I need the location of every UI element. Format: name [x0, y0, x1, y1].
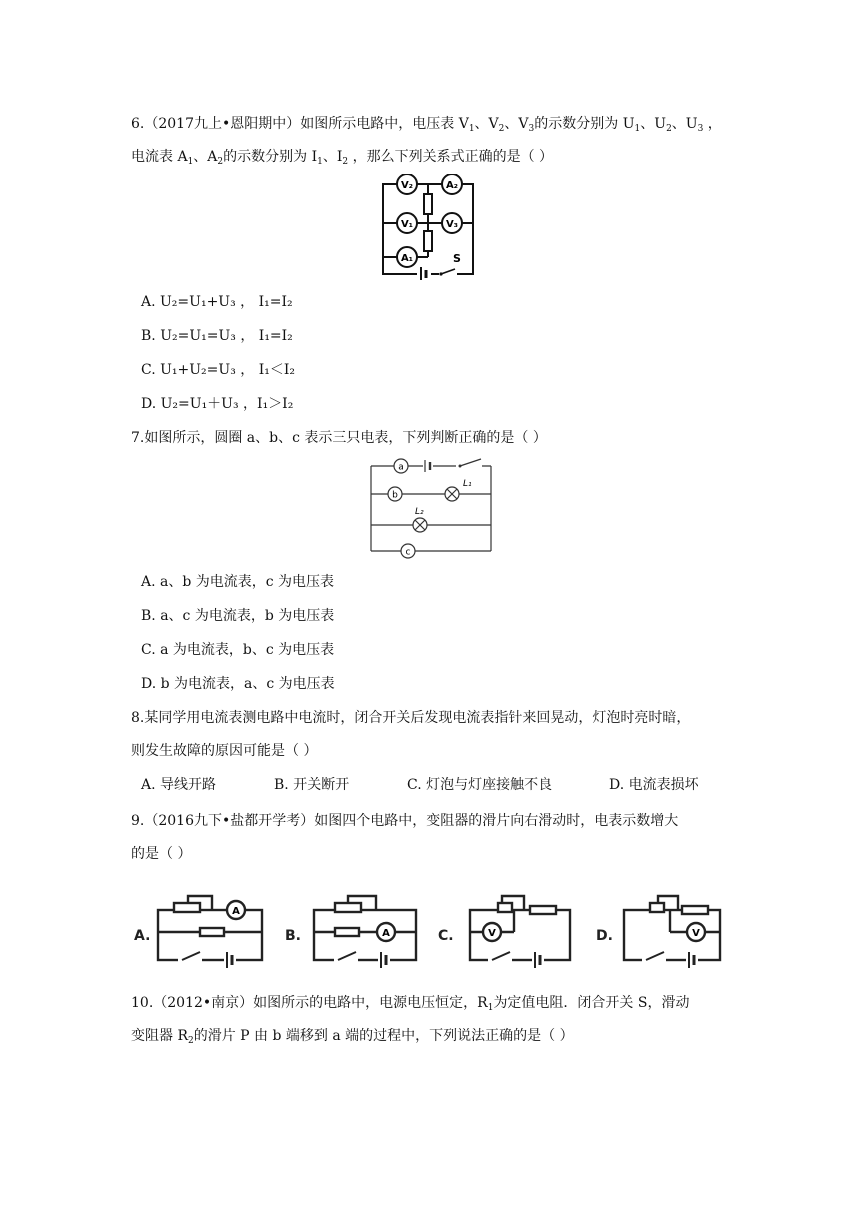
- meter-label: V: [488, 928, 496, 939]
- q10-text: 为定值电阻．闭合开关 S，滑动: [493, 995, 690, 1011]
- lamp-l1-icon: [445, 479, 472, 501]
- meter-label: V₁: [400, 219, 414, 230]
- q10-text: 的滑片 P 由 b 端移到 a 端的过程中，下列说法正确的是（ ）: [193, 1028, 574, 1044]
- meter-c-icon: [401, 544, 415, 558]
- q6-stem-line2: [131, 147, 553, 167]
- q6-text: 的示数分别为 U: [534, 116, 635, 132]
- q6-text: 、I: [322, 149, 343, 165]
- lamp-l2-icon: [413, 507, 427, 532]
- sub: 2: [188, 1036, 194, 1046]
- circuit-b-icon: [314, 896, 416, 960]
- circuit-label-a: A.: [134, 928, 151, 944]
- meter-label: A: [382, 928, 390, 939]
- voltmeter-v2-icon: [397, 174, 417, 194]
- q6-text: 、U: [640, 116, 667, 132]
- ammeter-icon: [377, 923, 395, 941]
- sub: 2: [342, 157, 349, 167]
- sub: 2: [217, 157, 224, 167]
- q6-option-a: A. U₂=U₁+U₃ ， I₁=I₂: [141, 294, 293, 310]
- q6-text: 、A: [193, 149, 218, 165]
- meter-label: b: [392, 490, 398, 501]
- meter-label: c: [405, 547, 411, 558]
- meter-label: A₁: [400, 253, 414, 264]
- voltmeter-v3-icon: [442, 213, 462, 233]
- q10-text: 10.（2012•南京）如图所示的电路中，电源电压恒定，R: [131, 995, 488, 1011]
- ammeter-a2-icon: [442, 174, 462, 194]
- q6-text: 、U: [671, 116, 698, 132]
- q7-option-d: D. b 为电流表，a、c 为电压表: [141, 676, 335, 692]
- q8-option-c: C. 灯泡与灯座接触不良: [407, 777, 553, 793]
- q8-option-b: B. 开关断开: [274, 777, 350, 793]
- sub: 2: [666, 124, 672, 134]
- q6-text: 电流表 A: [131, 149, 188, 165]
- sub: 1: [468, 124, 475, 134]
- voltmeter-icon: [687, 923, 705, 941]
- lamp-label: L₂: [415, 507, 424, 517]
- voltmeter-v1-icon: [397, 213, 417, 233]
- q8-option-a: A. 导线开路: [141, 777, 217, 793]
- resistor-icon: [424, 231, 432, 251]
- q6-option-d: D. U₂=U₁＋U₃ ，I₁＞I₂: [141, 396, 294, 412]
- ammeter-a1-icon: [397, 247, 417, 267]
- q6-text: 6.（2017九上•恩阳期中）如图所示电路中，电压表 V: [131, 116, 469, 132]
- q7-circuit-figure: [367, 454, 495, 564]
- sub: 3: [528, 124, 535, 134]
- q6-option-b: B. U₂=U₁=U₃ ， I₁=I₂: [141, 328, 293, 344]
- q6-circuit-figure: [377, 174, 481, 280]
- q9-stem-line2: 的是（ ）: [131, 846, 192, 862]
- meter-label: V: [692, 928, 700, 939]
- q6-text: 、V: [504, 116, 529, 132]
- circuit-a-icon: [158, 896, 262, 960]
- q6-text: ，: [703, 116, 722, 132]
- meter-label: a: [398, 462, 404, 473]
- sub: 1: [634, 124, 641, 134]
- switch-label: S: [453, 252, 461, 265]
- q10-stem-line2: [131, 1026, 574, 1046]
- sub: 3: [697, 124, 704, 134]
- meter-b-icon: [388, 487, 402, 501]
- meter-label: A₂: [445, 180, 459, 191]
- q6-text: 的示数分别为 I: [223, 149, 318, 165]
- q7-option-b: B. a、c 为电流表，b 为电压表: [141, 608, 335, 624]
- ammeter-icon: [227, 901, 245, 919]
- q7-option-a: A. a、b 为电流表，c 为电压表: [141, 574, 335, 590]
- q10-text: 变阻器 R: [131, 1028, 188, 1044]
- meter-a-icon: [394, 459, 408, 473]
- meter-label: V₃: [445, 219, 459, 230]
- lamp-label: L₁: [463, 479, 472, 489]
- resistor-icon: [424, 194, 432, 214]
- voltmeter-icon: [483, 923, 501, 941]
- q6-text: ，那么下列关系式正确的是（ ）: [348, 149, 554, 165]
- sub: 1: [317, 157, 323, 167]
- q8-stem-line2: 则发生故障的原因可能是（ ）: [131, 743, 318, 759]
- meter-label: A: [232, 906, 240, 917]
- circuit-label-d: D.: [596, 928, 613, 944]
- circuit-label-c: C.: [438, 928, 454, 944]
- q8-option-d: D. 电流表损坏: [609, 777, 699, 793]
- sub: 2: [498, 124, 505, 134]
- q6-stem-line1: [131, 114, 722, 134]
- q10-stem-line1: [131, 993, 689, 1013]
- meter-label: V₂: [400, 180, 414, 191]
- q7-stem: 7.如图所示，圆圈 a、b、c 表示三只电表，下列判断正确的是（ ）: [131, 430, 547, 446]
- q6-option-c: C. U₁+U₂=U₃ ， I₁＜I₂: [141, 362, 295, 378]
- circuit-d-icon: [624, 896, 720, 960]
- sub: 1: [487, 1003, 494, 1013]
- q6-text: 、V: [474, 116, 499, 132]
- q7-option-c: C. a 为电流表，b、c 为电压表: [141, 642, 335, 658]
- q9-stem-line1: 9.（2016九下•盐都开学考）如图四个电路中，变阻器的滑片向右滑动时，电表示数增大: [131, 813, 679, 829]
- circuit-label-b: B.: [285, 928, 301, 944]
- sub: 1: [187, 157, 194, 167]
- q8-stem-line1: 8.某同学用电流表测电路中电流时，闭合开关后发现电流表指针来回晃动，灯泡时亮时暗，: [131, 710, 691, 726]
- q9-circuits-figure: [130, 890, 730, 970]
